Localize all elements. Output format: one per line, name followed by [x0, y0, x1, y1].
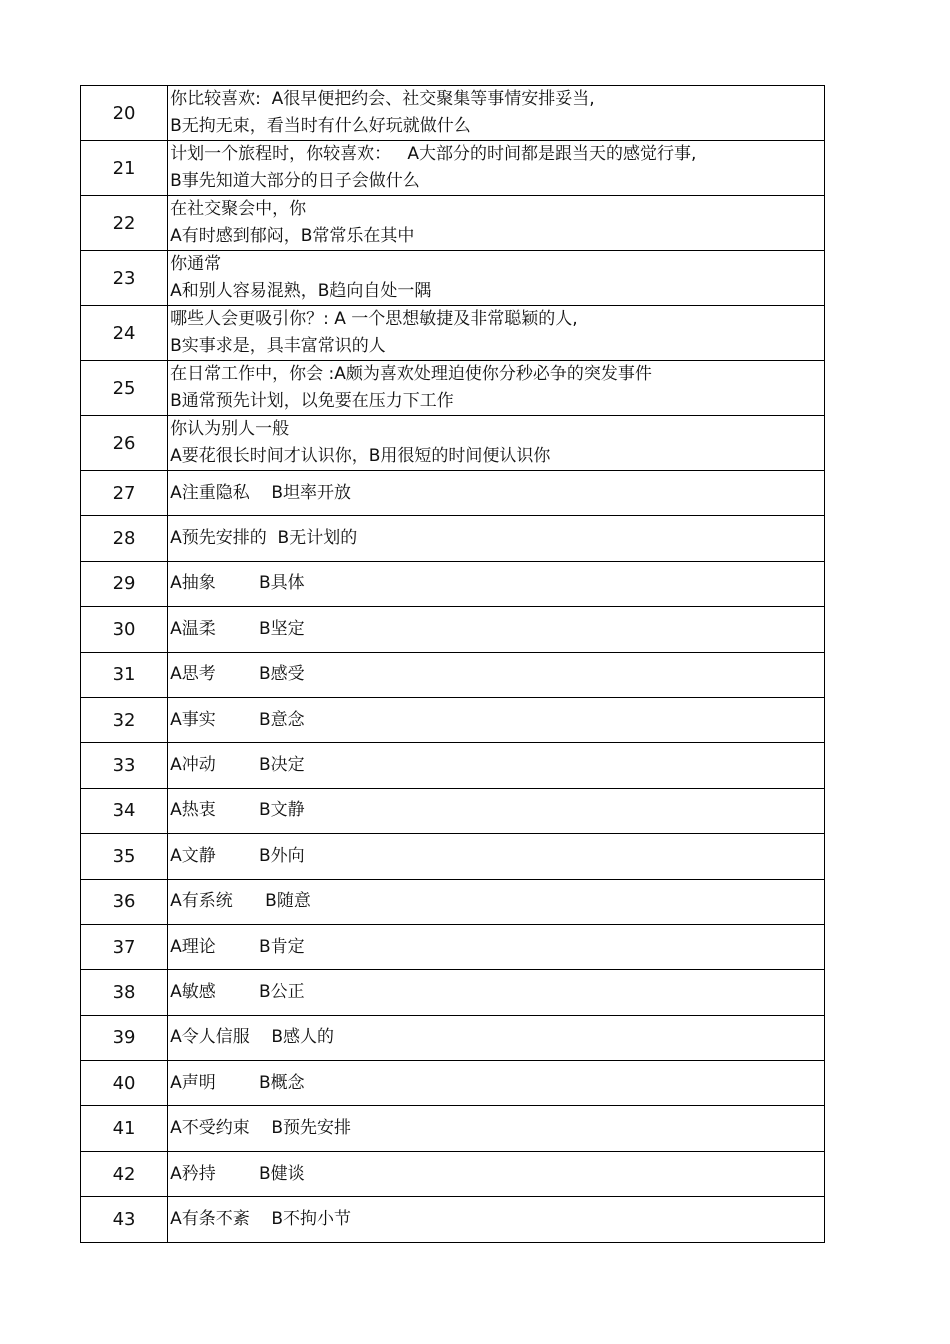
table-row [81, 361, 825, 416]
question-number: 41 [81, 1106, 168, 1151]
question-number: 35 [81, 834, 168, 879]
question-line: 哪些人会更吸引你？: A 一个思想敏捷及非常聪颖的人, [170, 309, 578, 329]
question-number: 33 [81, 743, 168, 788]
question-number: 26 [81, 416, 168, 471]
question-text [168, 1015, 825, 1060]
question-line: 计划一个旅程时，你较喜欢： A大部分的时间都是跟当天的感觉行事, [170, 144, 697, 164]
questionnaire-rows [81, 86, 825, 1243]
question-text [168, 834, 825, 879]
question-text [168, 607, 825, 652]
question-line: A温柔 B坚定 [170, 618, 305, 639]
table-row [81, 607, 825, 652]
table-row [81, 834, 825, 879]
question-number: 27 [81, 471, 168, 516]
question-line: A思考 B感受 [170, 664, 305, 685]
table-row [81, 251, 825, 306]
question-number: 25 [81, 361, 168, 416]
question-line: A事实 B意念 [170, 709, 305, 730]
question-text [168, 879, 825, 924]
table-row [81, 697, 825, 742]
table-row [81, 743, 825, 788]
question-text [168, 924, 825, 969]
question-text [168, 471, 825, 516]
question-text [168, 970, 825, 1015]
question-text [168, 561, 825, 606]
table-row [81, 196, 825, 251]
table-row [81, 1015, 825, 1060]
question-text [168, 86, 825, 141]
question-line: A预先安排的 B无计划的 [170, 528, 358, 549]
question-number: 24 [81, 306, 168, 361]
table-row [81, 306, 825, 361]
question-text [168, 361, 825, 416]
table-row [81, 516, 825, 561]
question-number: 22 [81, 196, 168, 251]
question-number: 39 [81, 1015, 168, 1060]
question-number: 31 [81, 652, 168, 697]
question-number: 29 [81, 561, 168, 606]
questionnaire-table [80, 85, 825, 1243]
question-text [168, 697, 825, 742]
table-row [81, 416, 825, 471]
question-line: A有条不紊 B不拘小节 [170, 1208, 352, 1229]
question-number: 37 [81, 924, 168, 969]
question-number: 42 [81, 1151, 168, 1196]
table-row [81, 141, 825, 196]
table-row [81, 86, 825, 141]
table-row [81, 879, 825, 924]
question-number: 43 [81, 1197, 168, 1242]
question-number: 34 [81, 788, 168, 833]
table-row [81, 924, 825, 969]
question-line: A理论 B肯定 [170, 936, 305, 957]
question-line: B实事求是，具丰富常识的人 [170, 336, 386, 356]
question-line: A热衷 B文静 [170, 800, 305, 821]
question-number: 30 [81, 607, 168, 652]
question-line: A敏感 B公正 [170, 981, 305, 1002]
table-row [81, 561, 825, 606]
question-text [168, 788, 825, 833]
question-number: 20 [81, 86, 168, 141]
table-row [81, 1197, 825, 1242]
table-row [81, 1151, 825, 1196]
question-number: 40 [81, 1061, 168, 1106]
question-line: A文静 B外向 [170, 845, 305, 866]
table-row [81, 1061, 825, 1106]
question-number: 32 [81, 697, 168, 742]
question-text [168, 743, 825, 788]
question-line: A令人信服 B感人的 [170, 1027, 335, 1048]
question-line: 你比较喜欢: A很早便把约会、社交聚集等事情安排妥当, [170, 89, 595, 109]
question-text [168, 1106, 825, 1151]
question-line: 在日常工作中，你会 :A颇为喜欢处理迫使你分秒必争的突发事件 [170, 364, 652, 384]
question-line: 在社交聚会中，你 [170, 199, 307, 219]
question-line: A和别人容易混熟，B趋向自处一隅 [170, 281, 432, 301]
question-text [168, 141, 825, 196]
table-row [81, 1106, 825, 1151]
table-row [81, 970, 825, 1015]
question-line: A要花很长时间才认识你，B用很短的时间便认识你 [170, 446, 551, 466]
question-line: A抽象 B具体 [170, 573, 305, 594]
question-line: A冲动 B决定 [170, 755, 305, 776]
question-line: 你通常 [170, 254, 222, 274]
question-number: 38 [81, 970, 168, 1015]
question-line: B无拘无束，看当时有什么好玩就做什么 [170, 116, 471, 136]
question-line: B事先知道大部分的日子会做什么 [170, 171, 420, 191]
question-text [168, 306, 825, 361]
question-line: A有时感到郁闷，B常常乐在其中 [170, 226, 415, 246]
question-text [168, 1197, 825, 1242]
question-text [168, 652, 825, 697]
question-number: 36 [81, 879, 168, 924]
question-number: 23 [81, 251, 168, 306]
question-text [168, 196, 825, 251]
question-line: 你认为别人一般 [170, 419, 290, 439]
question-text [168, 251, 825, 306]
question-line: A声明 B概念 [170, 1072, 305, 1093]
question-line: A矜持 B健谈 [170, 1163, 305, 1184]
question-number: 21 [81, 141, 168, 196]
question-text [168, 1151, 825, 1196]
question-number: 28 [81, 516, 168, 561]
question-line: B通常预先计划，以免要在压力下工作 [170, 391, 454, 411]
question-line: A有系统 B随意 [170, 891, 311, 912]
question-text [168, 516, 825, 561]
question-line: A不受约束 B预先安排 [170, 1118, 352, 1139]
question-line: A注重隐私 B坦率开放 [170, 482, 352, 503]
question-text [168, 1061, 825, 1106]
table-row [81, 788, 825, 833]
question-text [168, 416, 825, 471]
table-row [81, 471, 825, 516]
table-row [81, 652, 825, 697]
